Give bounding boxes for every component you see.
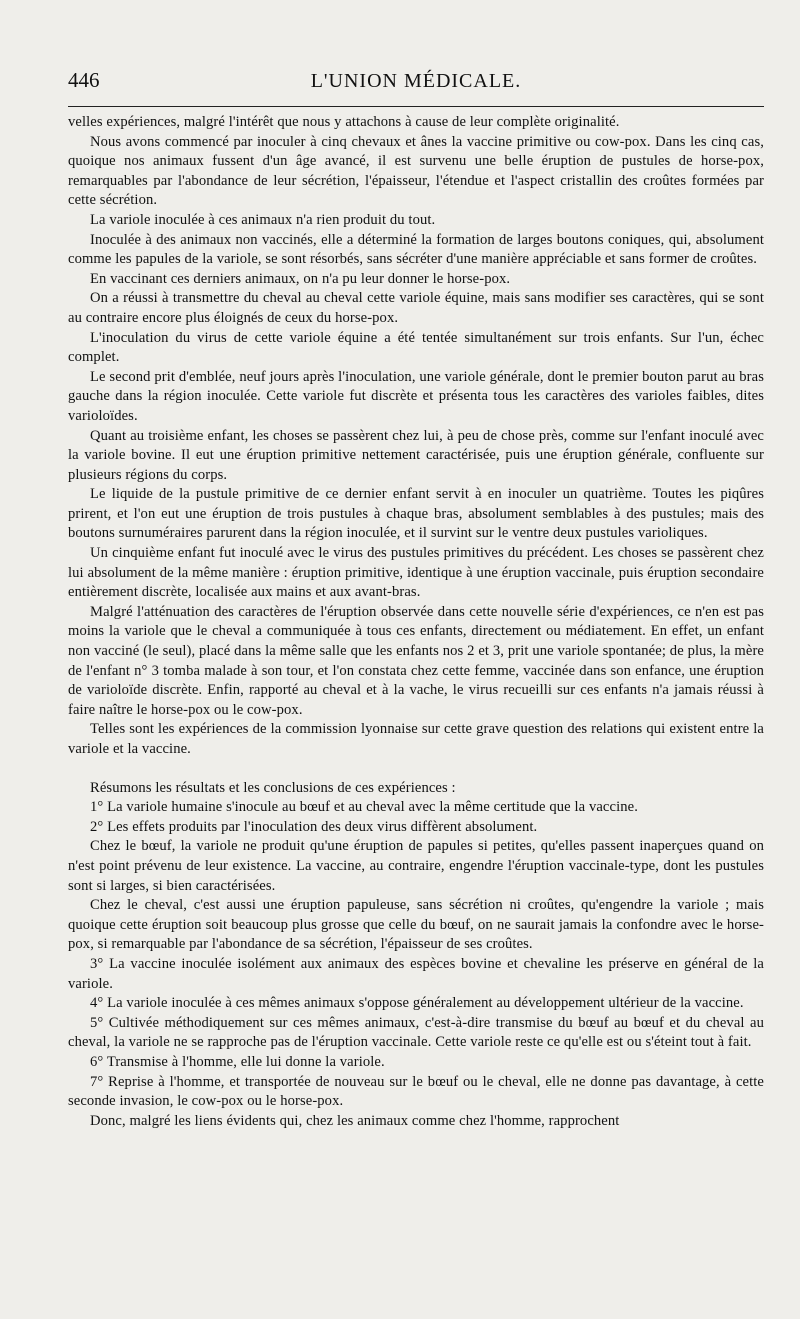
paragraph: L'inoculation du virus de cette variole équine a été tentée simultanément sur trois enfants. Sur l'un, échec complet.: [68, 329, 764, 366]
paragraph: Malgré l'atténuation des caractères de l'éruption observée dans cette nouvelle série d'expériences, ce n'en est pas moins la variole que le cheval a communiquée à tous ces enfants, directement ou médiatement. En effet, un enfant non vacciné (le seul), placé dans la même salle que les enfants nos 2 et 3, prit une variole spontanée; de plus, la mère de l'enfant n° 3 tomba malade à son tour, et l'on constata chez cette femme, vaccinée dans son enfance, une éruption de varioloïde discrète. Enfin, rapporté au cheval et à la vache, le virus recueilli sur ces enfants n'a jamais réussi à faire naître le horse-pox ou le cow-pox.: [68, 603, 764, 718]
conclusion-item: 3° La vaccine inoculée isolément aux animaux des espèces bovine et chevaline les préserve en général de la variole.: [68, 955, 764, 992]
paragraph: Chez le cheval, c'est aussi une éruption papuleuse, sans sécrétion ni croûtes, qu'engendre la variole ; mais quoique cette éruption soit beaucoup plus grosse que celle du bœuf, on ne saurait jamais la confondre avec le horse-pox, si remarquable par l'abondance de sa sécrétion, l'épaisseur de ses croûtes.: [68, 897, 764, 953]
paragraph: On a réussi à transmettre du cheval au cheval cette variole équine, mais sans modifier ses caractères, qui se sont au contraire encore plus éloignés de ceux du horse-pox.: [68, 290, 764, 326]
paragraph: Chez le bœuf, la variole ne produit qu'une éruption de papules si petites, qu'elles passent inaperçues quand on n'est point prévenu de leur existence. La vaccine, au contraire, engendre l'éruption vaccinale-type, dont les pustules sont si larges, si bien caractérisées.: [68, 838, 764, 894]
paragraph: Le liquide de la pustule primitive de ce dernier enfant servit à en inoculer un quatrième. Toutes les piqûres prirent, et l'on eut une éruption de trois pustules à chaque bras, absolument semblables à des pustules; mais des boutons surnuméraires parurent dans la région inoculée, et il survint sur le ventre deux pustules varioliques.: [68, 486, 764, 542]
header-rule: [68, 106, 764, 107]
conclusion-item: 2° Les effets produits par l'inoculation des deux virus diffèrent absolument.: [90, 818, 538, 835]
paragraph: Inoculée à des animaux non vaccinés, elle a déterminé la formation de larges boutons coniques, qui, absolument comme les papules de la variole, se sont résorbés, sans sécréter d'une manière appréciable et sans former de croûtes.: [68, 231, 764, 268]
article-body: [68, 113, 764, 1131]
page-header: [68, 68, 764, 104]
paragraph: Donc, malgré les liens évidents qui, chez les animaux comme chez l'homme, rapprochent: [90, 1112, 620, 1129]
paragraph: Un cinquième enfant fut inoculé avec le virus des pustules primitives du précédent. Les choses se passèrent chez lui absolument de la même manière : éruption primitive, identique à une éruption vaccinale, puis éruption secondaire entièrement discrète, localisée aux mains et aux avant-bras.: [68, 545, 764, 601]
paragraph: velles expériences, malgré l'intérêt que nous y attachons à cause de leur complète originalité.: [68, 114, 620, 130]
paragraph: Quant au troisième enfant, les choses se passèrent chez lui, à peu de chose près, comme sur l'enfant inoculé avec la variole bovine. Il eut une éruption primitive nettement caractérisée, puis une éruption générale, confluente sur plusieurs régions du corps.: [68, 427, 764, 483]
conclusion-item: 5° Cultivée méthodiquement sur ces mêmes animaux, c'est-à-dire transmise du bœuf au bœuf et du cheval au cheval, la variole ne se rapproche pas de l'éruption vaccinale. Cette variole reste ce qu'elle est ou s'éteint tout à fait.: [68, 1014, 764, 1051]
paragraph: La variole inoculée à ces animaux n'a rien produit du tout.: [90, 211, 436, 228]
conclusion-item: 4° La variole inoculée à ces mêmes animaux s'oppose généralement au développement ultérieur de la vaccine.: [90, 995, 744, 1012]
paragraph: En vaccinant ces derniers animaux, on n'a pu leur donner le horse-pox.: [90, 270, 511, 287]
page-number: 446: [68, 68, 100, 92]
conclusion-item: 1° La variole humaine s'inocule au bœuf et au cheval avec la même certitude que la vaccine.: [90, 799, 638, 816]
paragraph: Telles sont les expériences de la commission lyonnaise sur cette grave question des relations qui existent entre la variole et la vaccine.: [68, 721, 764, 757]
conclusion-item: 7° Reprise à l'homme, et transportée de nouveau sur le bœuf ou le cheval, elle ne donne pas davantage, à cette seconde invasion, le cow-pox ou le horse-pox.: [68, 1073, 764, 1110]
paragraph: Résumons les résultats et les conclusions de ces expériences :: [90, 779, 456, 796]
paragraph: Nous avons commencé par inoculer à cinq chevaux et ânes la vaccine primitive ou cow-pox. Dans les cinq cas, quoique nos animaux fussent d'un âge avancé, il est survenu une belle éruption de pustules de horse-pox, remarquables par l'abondance de leur sécrétion, l'épaisseur, l'étendue et l'aspect cristallin des croûtes formées par cette sécrétion.: [68, 133, 764, 209]
conclusion-item: 6° Transmise à l'homme, elle lui donne la variole.: [90, 1053, 385, 1070]
journal-title: L'UNION MÉDICALE.: [310, 70, 522, 92]
paragraph: Le second prit d'emblée, neuf jours après l'inoculation, une variole générale, dont le premier bouton parut au bras gauche dans la région inoculée. Cette variole fut discrète et présenta tous les caractères des varioles faibles, dites varioloïdes.: [68, 368, 764, 424]
